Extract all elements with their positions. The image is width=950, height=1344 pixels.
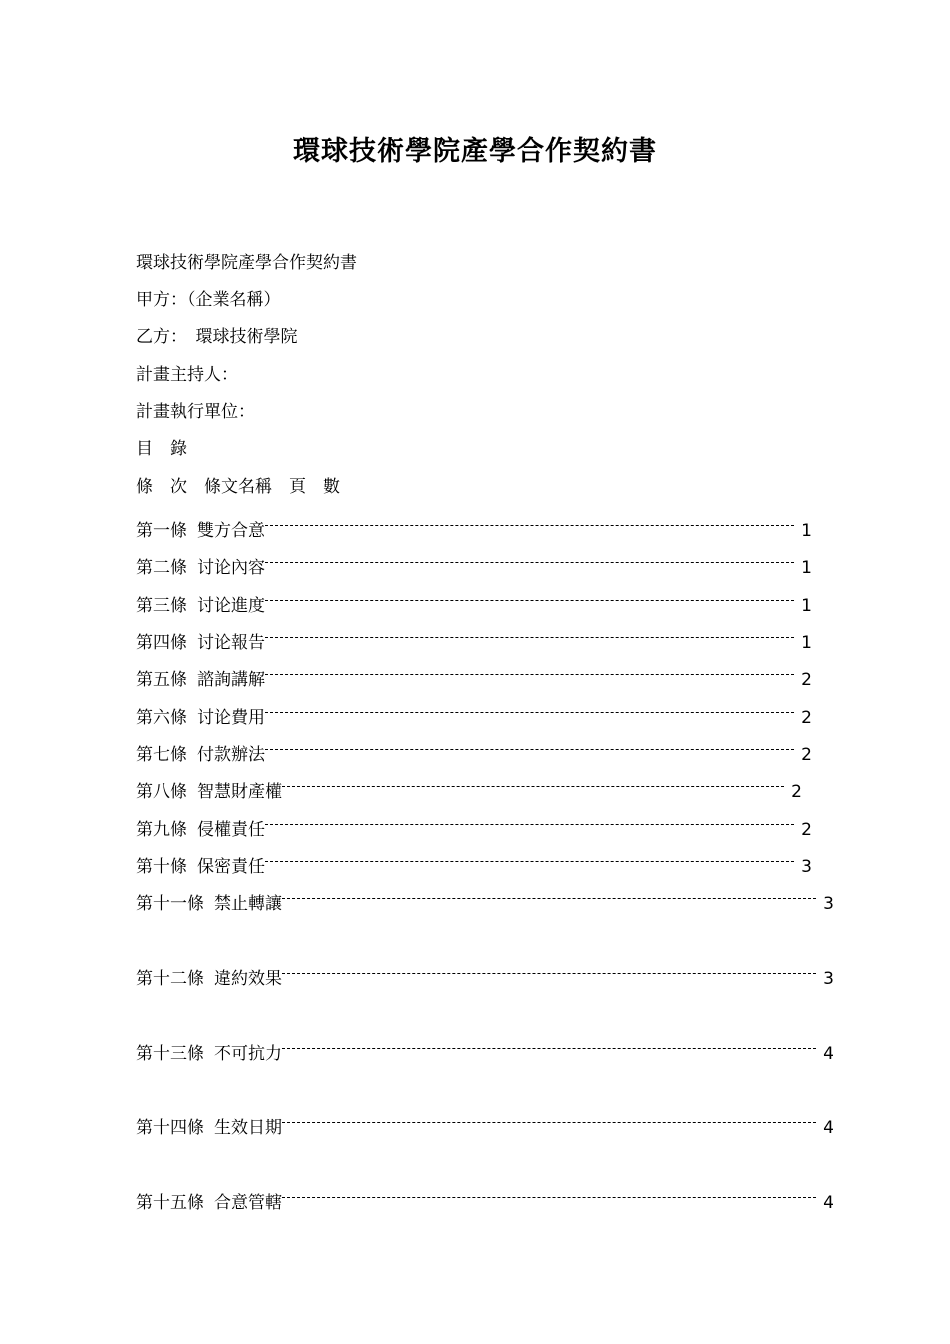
toc-page-number: 4 xyxy=(823,1044,834,1064)
toc-page-number: 2 xyxy=(801,745,812,765)
toc-row xyxy=(136,625,812,654)
document-title: 環球技術學院產學合作契約書 xyxy=(293,136,657,167)
toc-row xyxy=(136,513,812,542)
toc-leader xyxy=(265,615,794,638)
toc-row xyxy=(136,1036,834,1065)
party-b-line: 乙方： 環球技術學院 xyxy=(136,327,298,347)
toc-article-name: 違約效果 xyxy=(214,969,282,989)
toc-article-number: 第十條 xyxy=(136,857,187,877)
toc-row xyxy=(136,774,802,803)
toc-article-number: 第二條 xyxy=(136,558,187,578)
toc-article-number: 第十二條 xyxy=(136,969,204,989)
toc-page-number: 1 xyxy=(801,596,812,616)
toc-leader xyxy=(282,951,816,974)
toc-article-name: 付款辦法 xyxy=(197,745,265,765)
toc-page-number: 2 xyxy=(791,782,802,802)
toc-row xyxy=(136,1110,834,1139)
toc-article-name: 侵權責任 xyxy=(197,820,265,840)
project-host-line: 計畫主持人： xyxy=(136,365,238,385)
toc-page-number: 4 xyxy=(823,1118,834,1138)
toc-page-number: 3 xyxy=(801,857,812,877)
party-a-line: 甲方：（企業名稱） xyxy=(136,290,281,310)
toc-article-name: 智慧財產權 xyxy=(197,782,282,802)
toc-leader xyxy=(282,1100,816,1123)
toc-row xyxy=(136,662,812,691)
toc-row xyxy=(136,737,812,766)
toc-leader xyxy=(282,1175,816,1198)
toc-leader xyxy=(265,652,794,675)
toc-article-name: 雙方合意 xyxy=(197,521,265,541)
toc-article-name: 保密責任 xyxy=(197,857,265,877)
toc-row xyxy=(136,812,812,841)
toc-article-name: 生效日期 xyxy=(214,1118,282,1138)
toc-row xyxy=(136,886,834,915)
toc-page-number: 2 xyxy=(801,820,812,840)
toc-page-number: 2 xyxy=(801,670,812,690)
toc-row xyxy=(136,588,812,617)
toc-column-headers: 條 次 條文名稱 頁 數 xyxy=(136,477,340,497)
toc-article-name: 不可抗力 xyxy=(214,1044,282,1064)
toc-article-number: 第十三條 xyxy=(136,1044,204,1064)
toc-leader xyxy=(265,727,794,750)
toc-row xyxy=(136,849,812,878)
toc-leader xyxy=(265,802,794,825)
contract-name-line: 環球技術學院產學合作契約書 xyxy=(136,253,357,273)
toc-row xyxy=(136,550,812,579)
toc-page-number: 3 xyxy=(823,969,834,989)
toc-page-number: 1 xyxy=(801,521,812,541)
toc-leader xyxy=(282,876,816,899)
toc-row xyxy=(136,1185,834,1214)
toc-leader xyxy=(282,764,784,787)
toc-page-number: 1 xyxy=(801,558,812,578)
toc-article-name: 讨论費用 xyxy=(197,708,265,728)
toc-row xyxy=(136,961,834,990)
toc-article-name: 禁止轉讓 xyxy=(214,894,282,914)
toc-article-number: 第七條 xyxy=(136,745,187,765)
toc-article-number: 第五條 xyxy=(136,670,187,690)
toc-article-name: 諮詢講解 xyxy=(197,670,265,690)
toc-heading: 目 錄 xyxy=(136,439,187,459)
toc-page-number: 4 xyxy=(823,1193,834,1213)
toc-leader xyxy=(265,503,794,526)
toc-article-number: 第九條 xyxy=(136,820,187,840)
toc-page-number: 3 xyxy=(823,894,834,914)
toc-article-name: 讨论報告 xyxy=(197,633,265,653)
toc-article-name: 合意管轄 xyxy=(214,1193,282,1213)
executing-unit-line: 計畫執行單位： xyxy=(136,402,255,422)
toc-leader xyxy=(265,690,794,713)
toc-article-number: 第十一條 xyxy=(136,894,204,914)
toc-article-number: 第十四條 xyxy=(136,1118,204,1138)
toc-leader xyxy=(282,1026,816,1049)
toc-article-number: 第八條 xyxy=(136,782,187,802)
toc-article-name: 讨论內容 xyxy=(197,558,265,578)
toc-leader xyxy=(265,540,794,563)
toc-article-number: 第六條 xyxy=(136,708,187,728)
toc-leader xyxy=(265,578,794,601)
toc-article-number: 第三條 xyxy=(136,596,187,616)
toc-article-name: 讨论進度 xyxy=(197,596,265,616)
toc-page-number: 2 xyxy=(801,708,812,728)
toc-leader xyxy=(265,839,794,862)
toc-article-number: 第四條 xyxy=(136,633,187,653)
toc-page-number: 1 xyxy=(801,633,812,653)
toc-article-number: 第一條 xyxy=(136,521,187,541)
toc-row xyxy=(136,700,812,729)
toc-article-number: 第十五條 xyxy=(136,1193,204,1213)
